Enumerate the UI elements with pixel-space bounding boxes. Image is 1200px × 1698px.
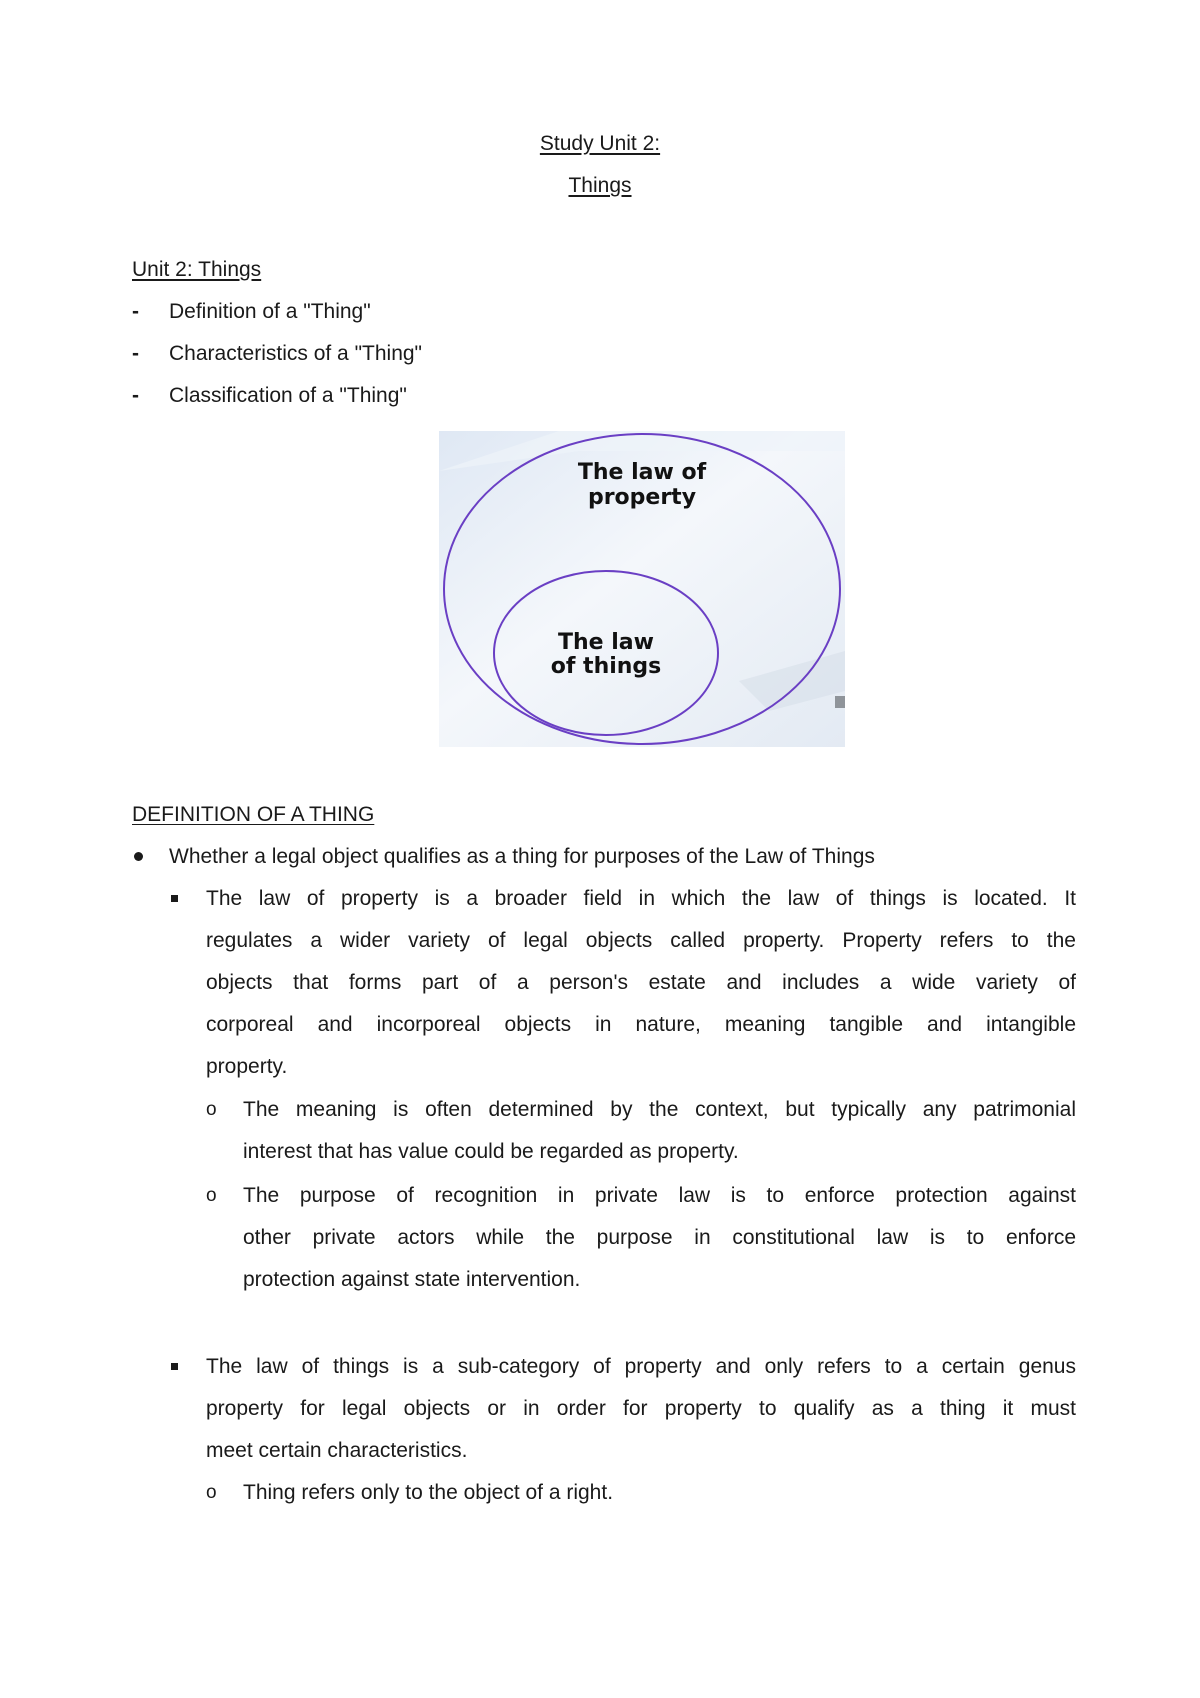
paragraph-line: protection against state intervention.	[243, 1268, 581, 1291]
outer-circle-label-line1: The law of	[577, 460, 707, 485]
paragraph-line: other private actors while the purpose in constitutional law is to enforce	[243, 1226, 1076, 1249]
unit-list-item	[132, 342, 422, 366]
square-bullet-icon	[171, 1363, 178, 1370]
sub-sub-bullet-paragraph	[243, 1175, 1076, 1301]
paragraph-line: The meaning is often determined by the context, but typically any patrimonial	[243, 1098, 1076, 1121]
circle-bullet-icon: o	[206, 1185, 217, 1206]
paragraph-line: The law of things is a sub-category of property and only refers to a certain genus	[206, 1355, 1076, 1378]
circle-bullet-icon: o	[206, 1482, 217, 1503]
square-bullet-icon	[171, 895, 178, 902]
unit-list-item-text: Classification of a "Thing"	[169, 384, 407, 407]
paragraph-line: regulates a wider variety of legal objects called property. Property refers to the	[206, 929, 1076, 952]
page-subtitle: Things	[568, 174, 632, 197]
paragraph-line: interest that has value could be regarded as property.	[243, 1140, 739, 1163]
circle-bullet-icon: o	[206, 1099, 217, 1120]
unit-list-item	[132, 300, 371, 324]
outer-circle-label-line2: property	[587, 485, 697, 510]
unit-list-item-text: Definition of a "Thing"	[169, 300, 371, 323]
definition-heading: DEFINITION OF A THING	[132, 803, 375, 826]
dash-marker: -	[132, 300, 139, 323]
sub-bullet-paragraph	[206, 878, 1076, 1088]
paragraph-line: meet certain characteristics.	[206, 1439, 468, 1462]
paragraph-line: property.	[206, 1055, 288, 1078]
page-title: Study Unit 2:	[539, 132, 661, 155]
bullet-dot-icon	[134, 852, 143, 861]
sub-bullet-paragraph	[206, 1346, 1076, 1472]
unit-list-item-text: Characteristics of a "Thing"	[169, 342, 423, 365]
unit-list-item	[132, 384, 407, 408]
paragraph-line: The law of property is a broader field in which the law of things is located. It	[206, 887, 1076, 910]
inner-circle-label-line2: of things	[550, 654, 662, 679]
paragraph-line: The purpose of recognition in private law is to enforce protection against	[243, 1184, 1076, 1207]
dash-marker: -	[132, 384, 139, 407]
paragraph-line: property for legal objects or in order for property to qualify as a thing it must	[206, 1397, 1076, 1420]
unit-heading: Unit 2: Things	[132, 258, 262, 281]
dash-marker: -	[132, 342, 139, 365]
bullet-text: Thing refers only to the object of a right.	[243, 1481, 614, 1504]
bullet-text: Whether a legal object qualifies as a thing for purposes of the Law of Things	[169, 845, 875, 868]
law-of-property-diagram	[439, 431, 845, 747]
inner-circle-label-line1: The law	[558, 630, 654, 655]
paragraph-line: objects that forms part of a person's estate and includes a wide variety of	[206, 971, 1076, 994]
paragraph-line: corporeal and incorporeal objects in nature, meaning tangible and intangible	[206, 1013, 1076, 1036]
sub-sub-bullet-paragraph	[243, 1089, 1076, 1173]
diagram-corner-mark	[835, 696, 845, 708]
